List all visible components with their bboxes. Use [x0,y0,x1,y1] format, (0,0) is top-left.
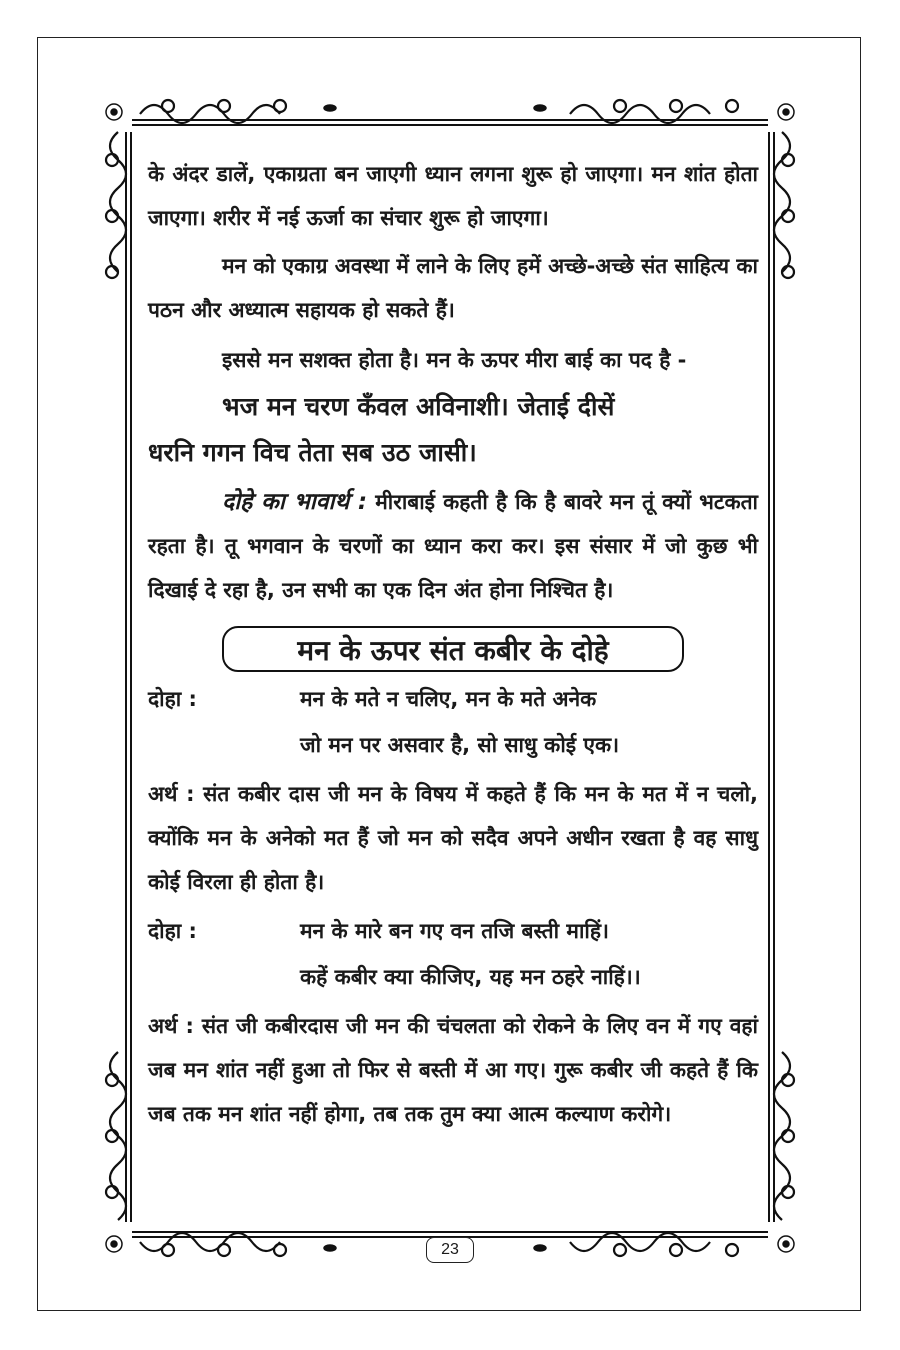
mira-verse [148,384,758,476]
doha-1-line-1: मन के मते न चलिए, मन के मते अनेक [300,687,597,711]
doha-2-line-1: मन के मारे बन गए वन तजि बस्ती माहिं। [300,919,609,943]
doha-1-row-2 [148,722,758,768]
page-number: 23 [426,1237,474,1263]
doha-1-label: दोहा : [148,687,197,711]
bhavarth-label: दोहे का भावार्थ : [222,489,368,515]
mira-verse-line-2: धरनि गगन विच तेता सब उठ जासी। [148,438,477,467]
doha-2-row-1 [148,908,758,954]
bhavarth-text: मीराबाई कहती है कि है बावरे मन तूं क्यों भटकता रहता है। तू भगवान के चरणों का ध्यान करा कर। इस संसार में जो कुछ भी दिखाई दे रहा है, उन सभी का एक दिन अंत होना निश्चित है। [148,490,758,602]
artha-1: अर्थ : संत कबीर दास जी मन के विषय में कहते हैं कि मन के मत में न चलो, क्योंकि मन के अनेको मत हैं जो मन को सदैव अपने अधीन रखता है वह साधु कोई विरला ही होता है। [148,782,758,894]
paragraph-2: मन को एकाग्र अवस्था में लाने के लिए हमें अच्छे-अच्छे संत साहित्य का पठन और अध्यात्म सहायक हो सकते हैं। [148,254,758,322]
doha-2-row-2 [148,954,758,1000]
doha-1-line-2: जो मन पर असवार है, सो साधु कोई एक। [300,733,620,757]
doha-2-line-2: कहें कबीर क्या कीजिए, यह मन ठहरे नाहिं।। [300,965,641,989]
bhavarth-paragraph [148,480,758,612]
section-heading: मन के ऊपर संत कबीर के दोहे [222,626,684,672]
doha-2-label: दोहा : [148,919,197,943]
page-content [148,152,758,1136]
doha-1-row-1 [148,676,758,722]
artha-2: अर्थ : संत जी कबीरदास जी मन की चंचलता को रोकने के लिए वन में गए वहां जब मन शांत नहीं हुआ तो फिर से बस्ती में आ गए। गुरू कबीर जी कहते हैं कि जब तक मन शांत नहीं होगा, तब तक तुम क्या आत्म कल्याण करोगे। [148,1014,758,1126]
paragraph-1: के अंदर डालें, एकाग्रता बन जाएगी ध्यान लगना शुरू हो जाएगा। मन शांत होता जाएगा। शरीर में नई ऊर्जा का संचार शुरू हो जाएगा। [148,162,758,230]
mira-verse-line-1: भज मन चरण कँवल अविनाशी। जेताई दीसें [222,392,615,421]
paragraph-3: इससे मन सशक्त होता है। मन के ऊपर मीरा बाई का पद है - [222,348,687,372]
